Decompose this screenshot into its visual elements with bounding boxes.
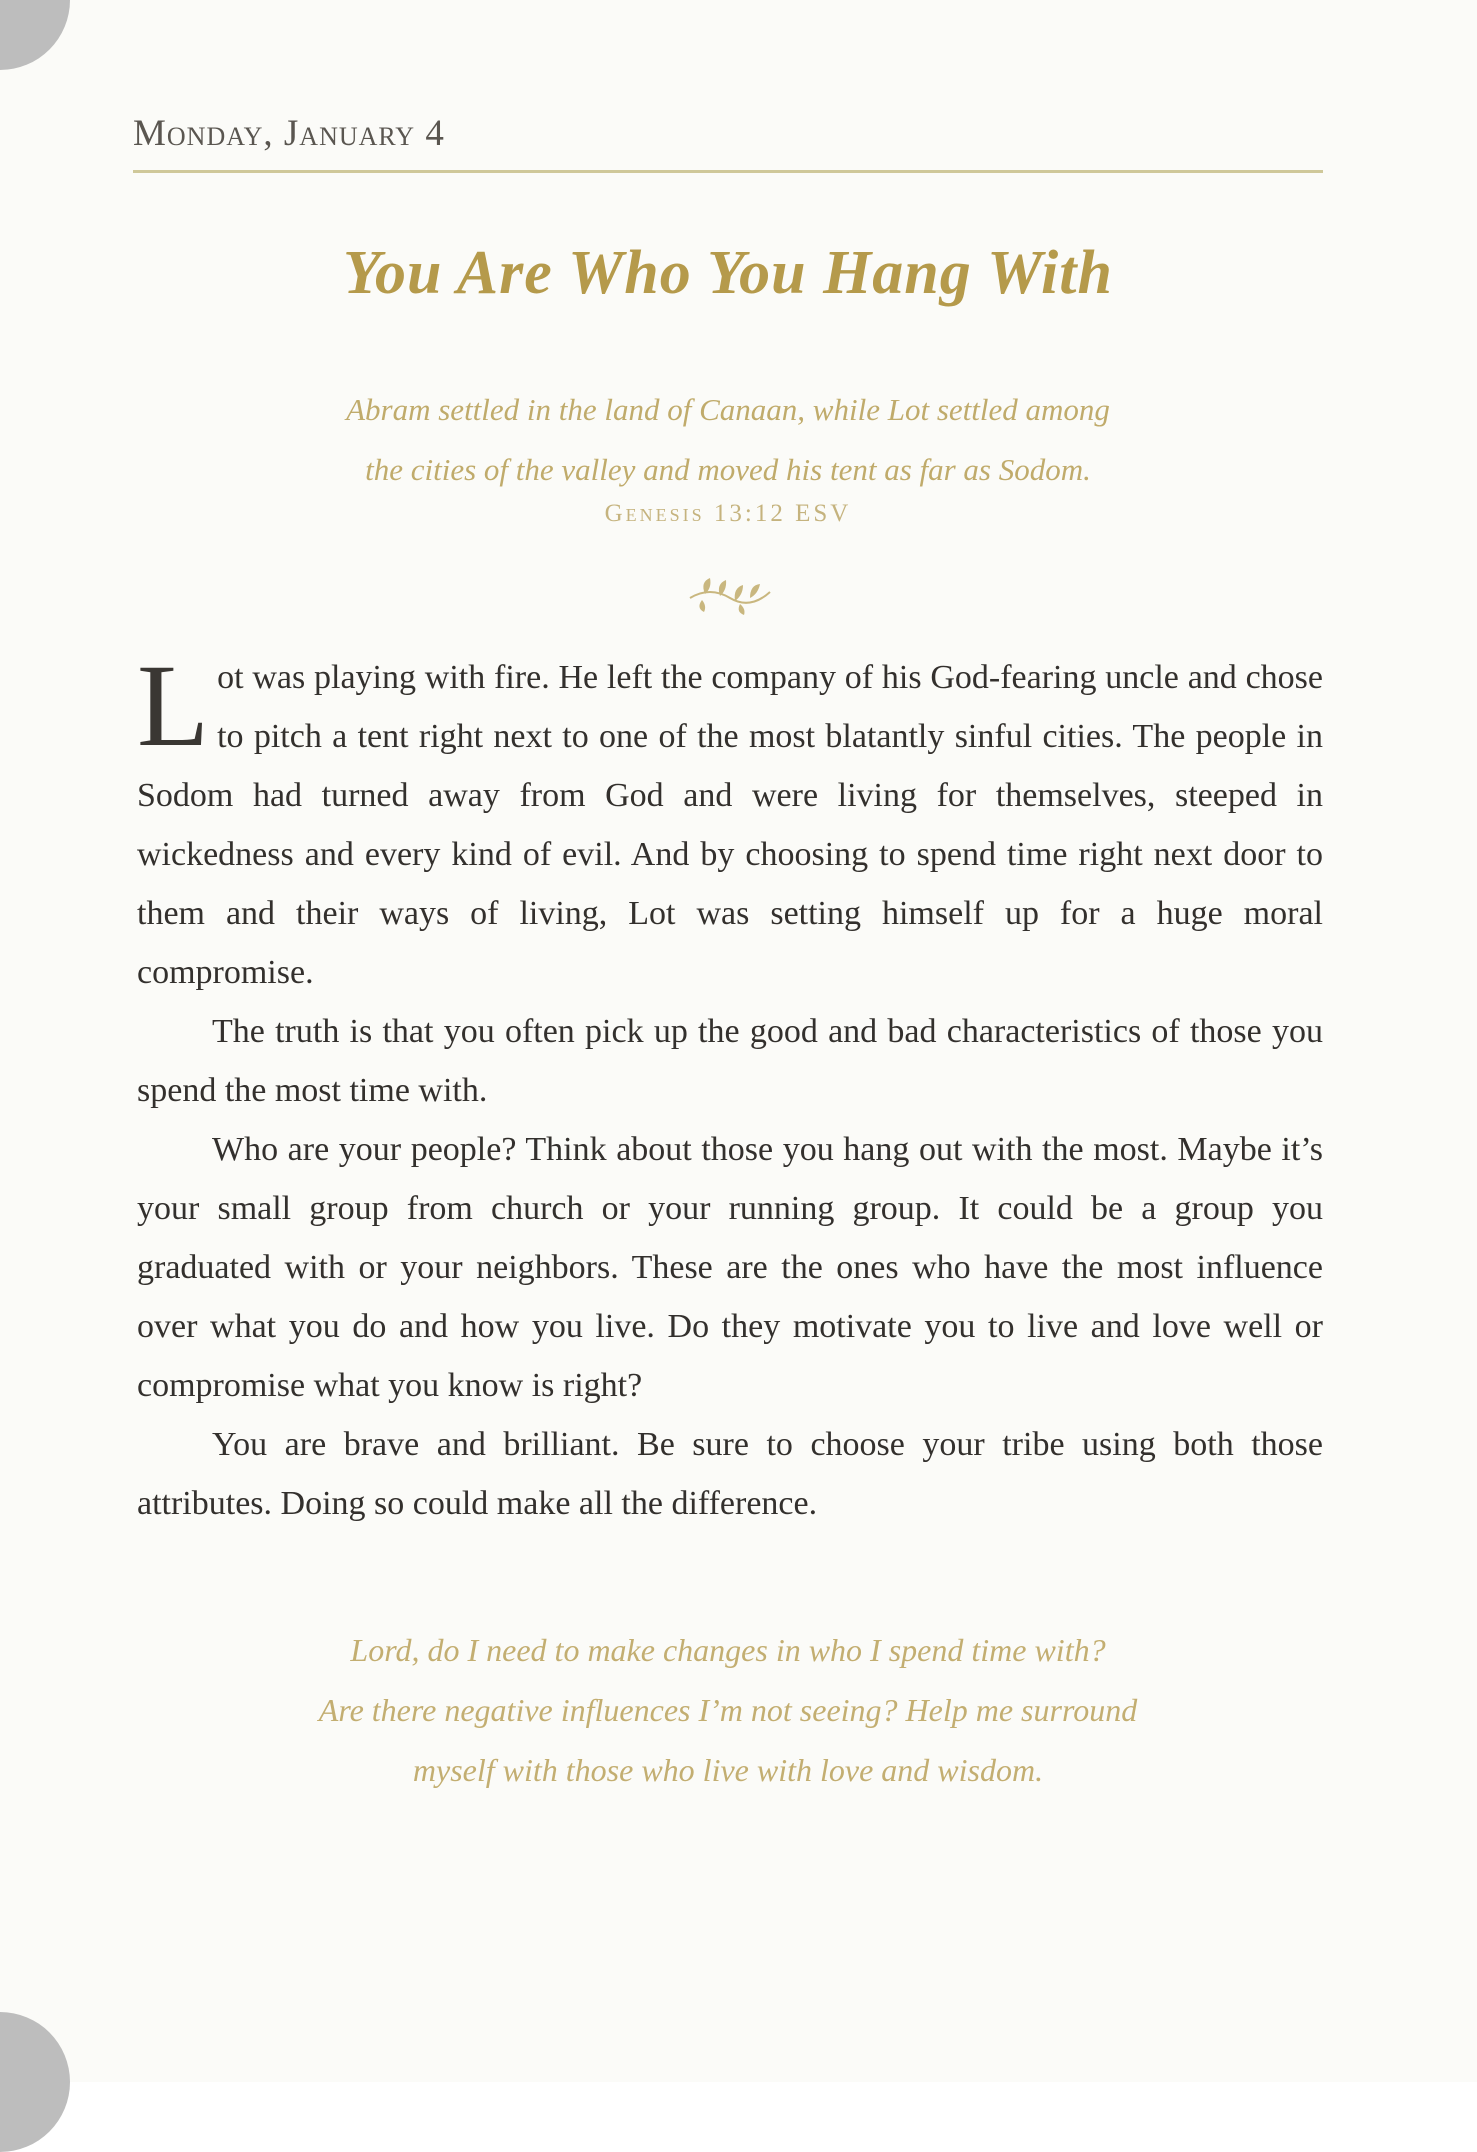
drop-cap: L: [137, 640, 210, 771]
body-paragraph-1: [137, 640, 1323, 1002]
leaf-flourish-icon: [680, 568, 780, 618]
date-heading: Monday, January 4: [133, 113, 445, 154]
verse-line-2: the cities of the valley and moved his tent as far as Sodom.: [365, 452, 1091, 487]
page-corner-top-left: [0, 0, 70, 70]
header-rule: [133, 170, 1323, 173]
verse-reference: Genesis 13:12 ESV: [604, 500, 852, 527]
body-paragraph-3: Who are your people? Think about those you hang out with the most. Maybe it’s your small group from church or your running group. It could be a group you graduated with or your neighbors. These are the ones who have the most influence over what you do and how you live. Do they motivate you to live and love well or compromise what you know is right?: [137, 1131, 1323, 1404]
prayer-line-1: Lord, do I need to make changes in who I spend time with?: [350, 1632, 1106, 1668]
scripture-verse: [133, 380, 1323, 500]
body-paragraph-2: The truth is that you often pick up the good and bad characteristics of those you spend the most time with.: [137, 1013, 1323, 1109]
body-paragraph-4: You are brave and brilliant. Be sure to choose your tribe using both those attributes. Doing so could make all the difference.: [137, 1426, 1323, 1522]
prayer-line-3: myself with those who live with love and wisdom.: [412, 1752, 1044, 1788]
devotional-title: You Are Who You Hang With: [343, 239, 1113, 307]
prayer-line-2: Are there negative influences I’m not seeing? Help me surround: [318, 1692, 1138, 1728]
verse-line-1: Abram settled in the land of Canaan, while Lot settled among: [346, 392, 1110, 427]
devotional-body: [137, 640, 1323, 1533]
closing-prayer: [133, 1620, 1323, 1800]
paragraph-1-text: ot was playing with fire. He left the company of his God-fearing uncle and chose to pitch a tent right next to one of the most blatantly sinful cities. The people in Sodom had turned away from God and were living for themselves, steeped in wickedness and every kind of evil. And by choosing to spend time right next door to them and their ways of living, Lot was setting himself up for a huge moral compromise.: [137, 659, 1323, 991]
page-corner-bottom-left: [0, 2012, 70, 2152]
